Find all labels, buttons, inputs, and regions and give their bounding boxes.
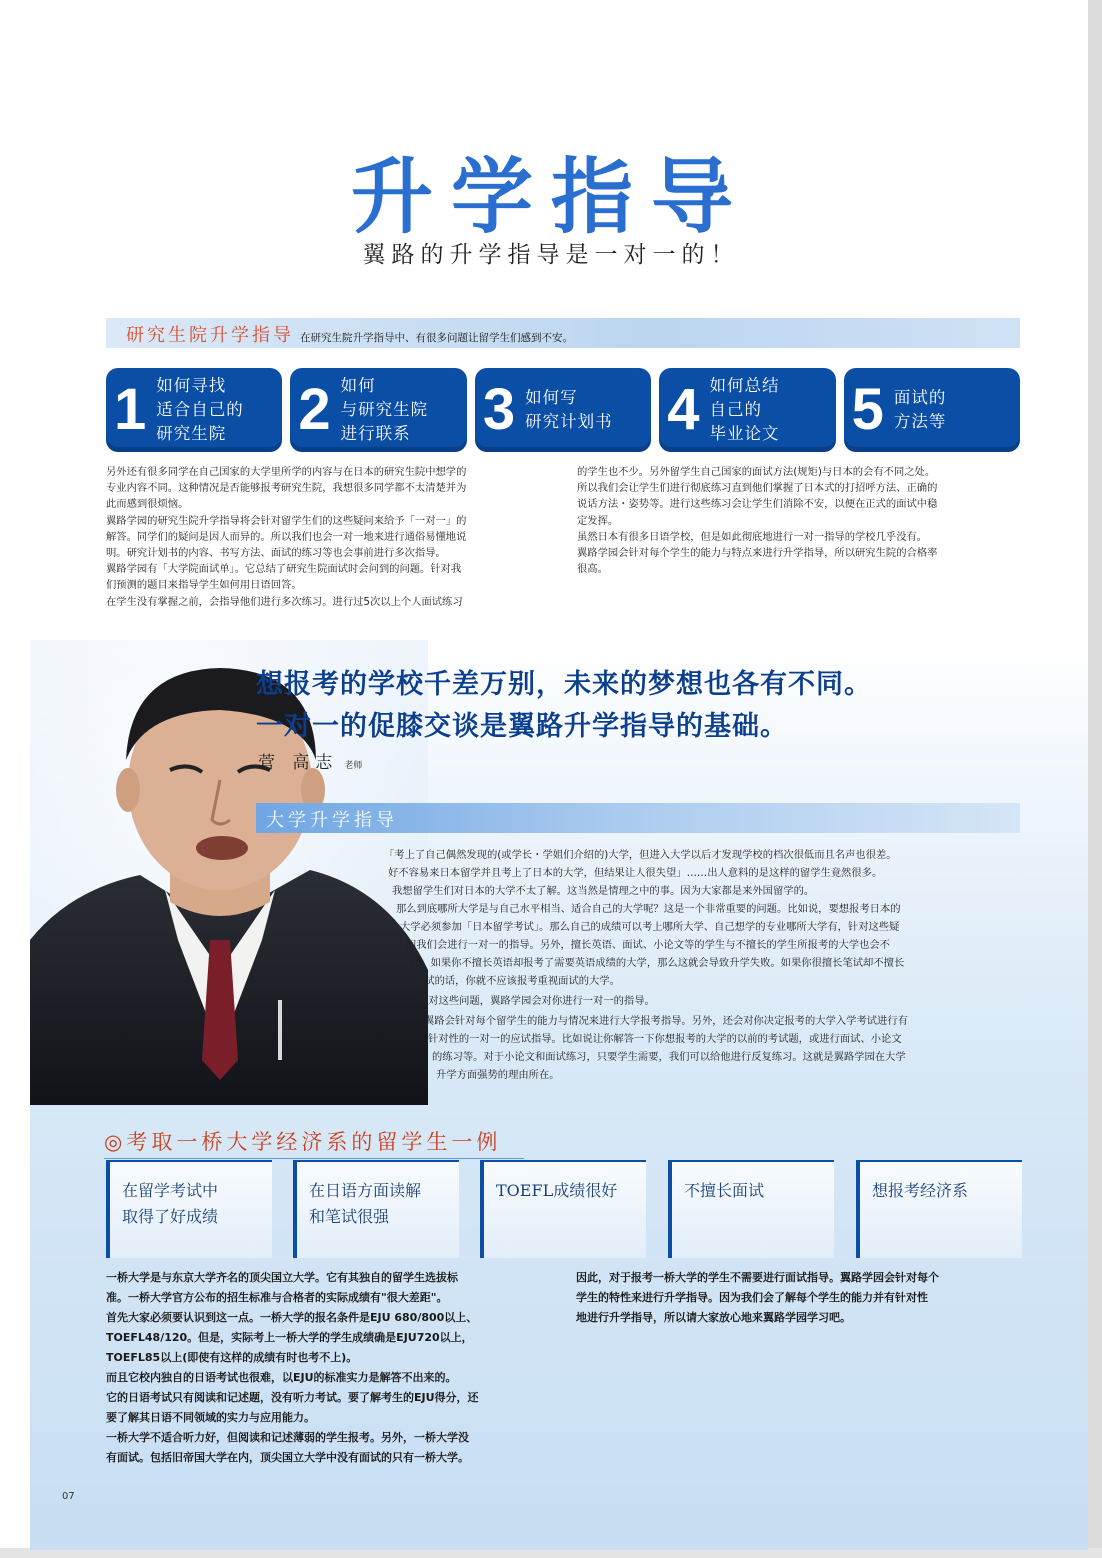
step-number: 2 xyxy=(298,377,331,442)
university-text-line: 那么到底哪所大学是与自己水平相当、适合自己的大学呢？这是一个非常重要的问题。比如说，要想报考日本的 xyxy=(396,903,901,915)
feature-box-1 xyxy=(106,1160,272,1258)
graduate-section-note: 在研究生院升学指导中、有很多问题让留学生们感到不安。 xyxy=(300,332,573,344)
page-subtitle: 翼路的升学指导是一对一的！ xyxy=(362,242,740,268)
university-text-line: 同。如果你不擅长英语却报考了需要英语成绩的大学，那么这就会导致升学失败。如果你很擅长笔试却不擅长 xyxy=(410,957,905,969)
university-text-line: 问我们会进行一对一的指导。另外，擅长英语、面试、小论文等的学生与不擅长的学生所报考的大学也会不 xyxy=(406,939,890,951)
feature-box-4 xyxy=(668,1160,834,1258)
step-label: 如何 与研究生院 进行联系 xyxy=(340,376,429,443)
page-number: 07 xyxy=(62,1491,75,1502)
step-number: 1 xyxy=(114,377,147,442)
university-text-line: 升学方面强势的理由所在。 xyxy=(436,1069,560,1081)
university-text-line: 的练习等。对于小论文和面试练习，只要学生需要，我们可以给他进行反复练习。这就是翼路学园在大学 xyxy=(432,1051,906,1063)
step-1 xyxy=(106,368,282,452)
feature-box-2 xyxy=(293,1160,459,1258)
step-number: 5 xyxy=(851,377,884,442)
step-2 xyxy=(290,368,466,452)
university-text-line: 「考上了自己偶然发现的(或学长・学姐们介绍的)大学，但进入大学以后才发现学校的档次很低而且名声也很差。 xyxy=(384,849,897,861)
example-title-underline xyxy=(104,1158,524,1159)
example-title: ◎考取一桥大学经济系的留学生一例 xyxy=(104,1130,502,1154)
graduate-text-right: 的学生也不少。另外留学生自己国家的面试方法(规矩)与日本的会有不同之处。 所以我们会让学生们进行彻底练习直到他们掌握了日本式的打招呼方法、正确的 说话方法・姿势等。进行这些练习会让学生们消除不安，以便在正式的面试中稳 定发挥。 虽然日本有很多日语学校，但是如此彻底地进行一对一指导的学校几乎没有。 翼路学园会针对每个学生的能力与特点来进行升学指导，所以研究生院的合格率 很高。 xyxy=(577,466,938,576)
university-section-title: 大学升学指导 xyxy=(266,810,398,831)
quote-line-2: 一对一的促膝交谈是翼路升学指导的基础。 xyxy=(256,711,788,742)
step-label: 如何总结 自己的 毕业论文 xyxy=(709,376,780,443)
step-label: 面试的 方法等 xyxy=(893,388,947,431)
graduate-section-band xyxy=(106,318,1020,348)
step-5 xyxy=(844,368,1020,452)
quote-line-1: 想报考的学校千差万别，未来的梦想也各有不同。 xyxy=(256,669,872,700)
university-text-line: 我想留学生们对日本的大学不太了解。这当然是情理之中的事。因为大家都是来外国留学的。 xyxy=(392,885,815,897)
example-text-right: 因此，对于报考一桥大学的学生不需要进行面试指导。翼路学园会针对每个 学生的特性来进行升学指导。因为我们会了解每个学生的能力并有针对性 地进行升学指导，所以请大家放心地来翼路学园学习吧。 xyxy=(576,1271,939,1324)
step-number: 4 xyxy=(667,377,700,442)
example-text-left: 一桥大学是与东京大学齐名的顶尖国立大学。它有其独自的留学生选拔标 准。一桥大学官方公布的招生标准与合格者的实际成绩有"很大差距"。 首先大家必须要认识到这一点。一桥大学的报名条件是EJU 680/800以上、 TOEFL48/120。但是，实际考上一桥大学的学生成绩确是EJU720以上， TOEFL85以上(即使有这样的成绩有时也考不上)。 而且它校内独自的日语考试也很难，以EJU的标准实力是解答不出来的。 它的日语考试只有阅读和记述题，没有听力考试。要了解考生的EJU得分，还 要了解其日语不同领域的实力与应用能力。 一桥大学不适合听力好，但阅读和记述薄弱的学生报考。另外，一桥大学没 有面试。包括旧帝国大学在内，顶尖国立大学中没有面试的只有一桥大学。 xyxy=(106,1271,479,1464)
teacher-title: 老师 xyxy=(344,761,363,771)
feature-box-3 xyxy=(480,1160,646,1258)
step-number: 3 xyxy=(482,377,516,442)
graduate-section-title: 研究生院升学指导 xyxy=(126,325,294,346)
feature-label: 想报考经济系 xyxy=(872,1181,969,1200)
feature-label: 在留学考试中 取得了好成绩 xyxy=(122,1181,219,1226)
step-label: 如何寻找 适合自己的 研究生院 xyxy=(156,376,244,443)
feature-label: 不擅长面试 xyxy=(684,1181,765,1200)
page-title: 升学指导 xyxy=(350,149,751,245)
teacher-signature xyxy=(258,748,362,773)
university-text-line: 针对这些问题，翼路学园会对你进行一对一的指导。 xyxy=(418,995,655,1007)
step-3 xyxy=(475,368,651,452)
university-text-line: 针对性的一对一的应试指导。比如说让你解答一下你想报考的大学的以前的考试题，或进行面试、小论文 xyxy=(428,1033,902,1045)
university-section-band xyxy=(256,803,1020,833)
university-text-line: 翼路会针对每个留学生的能力与情况来进行大学报考指导。另外，还会对你决定报考的大学入学考试进行有 xyxy=(424,1015,908,1027)
graduate-steps xyxy=(106,368,1020,452)
university-text-line: 面试的话，你就不应该报考重视面试的大学。 xyxy=(414,975,620,987)
step-4 xyxy=(659,368,835,452)
feature-box-5 xyxy=(856,1160,1022,1258)
feature-label: 在日语方面读解 和笔试很强 xyxy=(309,1181,422,1226)
university-text-line: 好不容易来日本留学并且考上了日本的大学，但结果让人很失望」……出人意料的是这样的留学生竟然很多。 xyxy=(388,867,883,879)
graduate-text-left: 另外还有很多同学在自己国家的大学里所学的内容与在日本的研究生院中想学的 专业内容不同。这种情况是否能够报考研究生院，我想很多同学都不太清楚并为 此而感到很烦恼。 翼路学园的研究生院升学指导将会针对留学生们的这些疑问来给予「一对一」的 解答。同学们的疑问是因人而异的。所以我们也会一对一地来进行通俗易懂地说 明。研究计划书的内容、书写方法、面试的练习等也会事前进行多次指导。 翼路学园有「大学院面试单」。它总结了研究生院面试时会问到的问题。针对我 们预测的题目来指导学生如何用日语回答。 在学生没有掌握之前，会指导他们进行多次练习。进行过5次以上个人面试练习 xyxy=(106,466,467,608)
university-text-line: 大学必须参加「日本留学考试」。那么自己的成绩可以考上哪所大学、自己想学的专业哪所大学有，针对这些疑 xyxy=(400,921,900,933)
feature-label: TOEFL成绩很好 xyxy=(496,1181,618,1200)
teacher-name: 菅 高志 xyxy=(258,753,339,773)
step-label: 如何写 研究计划书 xyxy=(525,388,613,431)
